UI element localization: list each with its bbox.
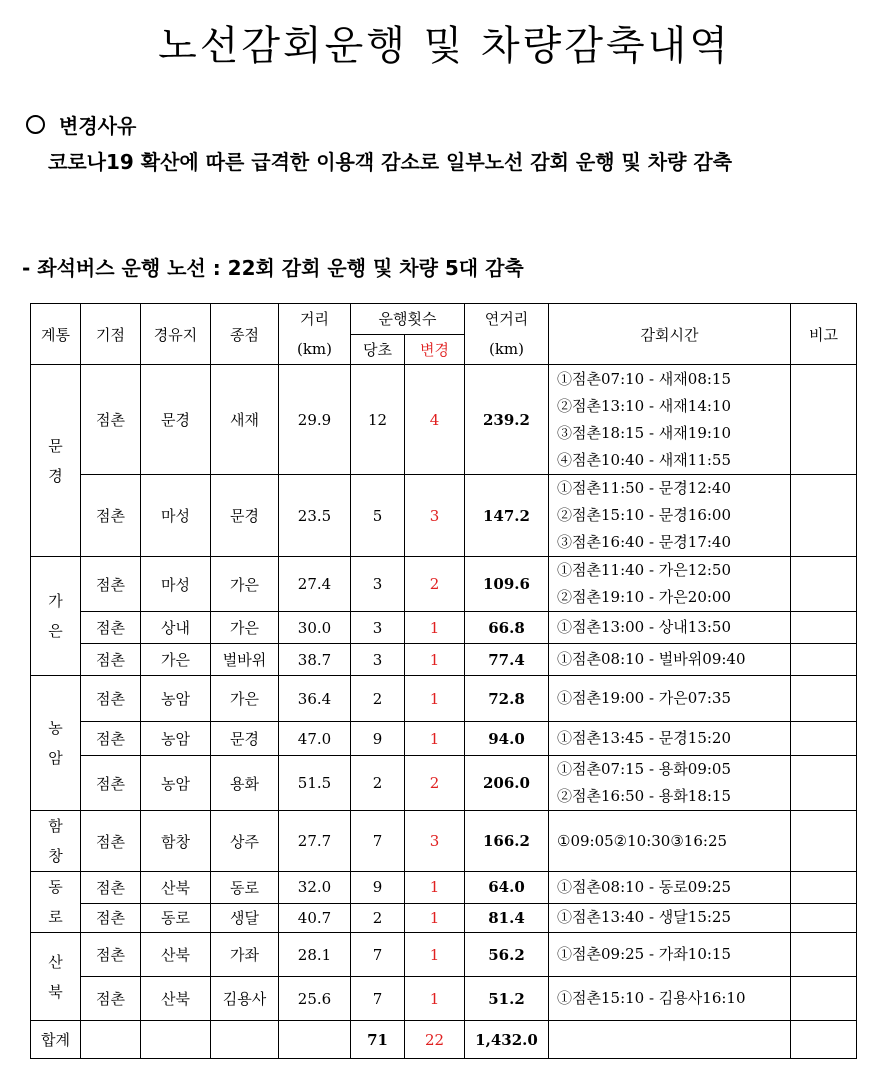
terminus-cell: 김용사 (211, 977, 279, 1021)
terminus-cell: 가은 (211, 557, 279, 612)
distance-cell: 47.0 (279, 722, 351, 756)
empty-cell (279, 1021, 351, 1059)
total-distance-cell: 51.2 (465, 977, 549, 1021)
header-trips-after: 변경 (405, 334, 465, 365)
reduced-time-entry: ①점촌13:45 - 문경15:20 (557, 729, 732, 747)
reduced-time-entry: ①점촌07:15 - 용화09:05 (557, 760, 732, 778)
reduced-times-cell (549, 365, 791, 475)
reduced-time-entry: ①점촌13:40 - 생달15:25 (557, 908, 732, 927)
distance-cell: 51.5 (279, 756, 351, 811)
reduced-times-cell (549, 811, 791, 872)
system-char: 북 (48, 982, 63, 1001)
table-row (31, 756, 857, 811)
distance-cell: 38.7 (279, 644, 351, 676)
origin-cell: 점촌 (81, 676, 141, 722)
trips-before-cell: 5 (351, 475, 405, 557)
trips-after-cell: 1 (405, 644, 465, 676)
origin-cell: 점촌 (81, 872, 141, 904)
total-distance-cell: 56.2 (465, 933, 549, 977)
system-char: 농 (48, 719, 63, 737)
trips-before-cell: 12 (351, 365, 405, 475)
trips-after-cell: 2 (405, 756, 465, 811)
total-distance-cell: 66.8 (465, 612, 549, 644)
trips-after-cell: 1 (405, 612, 465, 644)
trips-before-cell: 3 (351, 612, 405, 644)
via-cell: 농암 (141, 722, 211, 756)
section-heading: - 좌석버스 운행 노선 : 22회 감회 운행 및 차량 5대 감축 (22, 256, 524, 280)
table-row (31, 903, 857, 932)
table-row (31, 722, 857, 756)
reduced-times-cell (549, 612, 791, 644)
terminus-cell: 벌바위 (211, 644, 279, 676)
trips-before-cell: 9 (351, 872, 405, 904)
trips-before-cell: 7 (351, 977, 405, 1021)
reduced-time-entry: ②점촌16:50 - 용화18:15 (557, 787, 732, 805)
empty-cell (81, 1021, 141, 1059)
reduced-time-entry: ④점촌10:40 - 새재11:55 (557, 450, 732, 469)
note-cell (791, 475, 857, 557)
note-cell (791, 933, 857, 977)
system-cell (31, 872, 81, 933)
trips-after-cell: 1 (405, 722, 465, 756)
total-distance-cell: 94.0 (465, 722, 549, 756)
system-char: 경 (48, 466, 63, 485)
via-cell: 산북 (141, 977, 211, 1021)
empty-cell (141, 1021, 211, 1059)
distance-cell: 32.0 (279, 872, 351, 904)
reason-text: 코로나19 확산에 따른 급격한 이용객 감소로 일부노선 감회 운행 및 차량 감축 (48, 150, 733, 174)
reduced-time-entry: ①점촌19:00 - 가은07:35 (557, 689, 732, 707)
origin-cell: 점촌 (81, 977, 141, 1021)
trips-before-cell: 2 (351, 756, 405, 811)
trips-before-cell: 3 (351, 557, 405, 612)
system-char: 은 (48, 622, 63, 640)
reduced-times-cell (549, 903, 791, 932)
trips-after-cell: 1 (405, 933, 465, 977)
header-distance (279, 304, 351, 365)
via-cell: 동로 (141, 903, 211, 932)
distance-cell: 27.7 (279, 811, 351, 872)
reduced-times-cell (549, 977, 791, 1021)
route-table-body (31, 365, 857, 1059)
header-trips-before: 당초 (351, 334, 405, 365)
reduced-time-entry: ①점촌15:10 - 김용사16:10 (557, 989, 746, 1007)
header-terminus: 종점 (211, 304, 279, 365)
note-cell (791, 903, 857, 932)
via-cell: 함창 (141, 811, 211, 872)
total-distance-cell: 239.2 (465, 365, 549, 475)
system-cell (31, 557, 81, 676)
trips-after-cell: 4 (405, 365, 465, 475)
reduced-times-cell (549, 557, 791, 612)
reduced-time-entry: ①점촌11:50 - 문경12:40 (557, 479, 732, 497)
via-cell: 산북 (141, 933, 211, 977)
terminus-cell: 상주 (211, 811, 279, 872)
system-char: 가 (48, 592, 63, 610)
empty-cell (211, 1021, 279, 1059)
trips-before-cell: 9 (351, 722, 405, 756)
terminus-cell: 새재 (211, 365, 279, 475)
header-system: 계통 (31, 304, 81, 365)
reduced-times-cell (549, 722, 791, 756)
empty-cell (791, 1021, 857, 1059)
total-distance-cell: 206.0 (465, 756, 549, 811)
system-cell (31, 933, 81, 1021)
trips-after-cell: 1 (405, 977, 465, 1021)
distance-cell: 36.4 (279, 676, 351, 722)
system-char: 로 (48, 908, 63, 926)
terminus-cell: 가은 (211, 676, 279, 722)
origin-cell: 점촌 (81, 644, 141, 676)
total-distance-cell: 81.4 (465, 903, 549, 932)
table-row (31, 811, 857, 872)
note-cell (791, 676, 857, 722)
origin-cell: 점촌 (81, 933, 141, 977)
distance-cell: 23.5 (279, 475, 351, 557)
note-cell (791, 722, 857, 756)
reduced-time-entry: ②점촌15:10 - 문경16:00 (557, 506, 732, 524)
header-distance-unit: (km) (296, 340, 333, 358)
origin-cell: 점촌 (81, 756, 141, 811)
distance-cell: 40.7 (279, 903, 351, 932)
reduced-time-entry: ①점촌13:00 - 상내13:50 (557, 618, 732, 636)
reduced-time-entry: ①점촌09:25 - 가좌10:15 (557, 945, 732, 963)
header-via: 경유지 (141, 304, 211, 365)
reduced-time-entry: ①점촌08:10 - 벌바위09:40 (557, 650, 746, 668)
reduced-times-cell (549, 756, 791, 811)
header-trips: 운행횟수 (351, 304, 465, 335)
header-total-distance (465, 304, 549, 365)
terminus-cell: 가은 (211, 612, 279, 644)
total-row (31, 1021, 857, 1059)
system-char: 함 (48, 817, 63, 835)
table-row (31, 644, 857, 676)
note-cell (791, 811, 857, 872)
system-char: 암 (48, 749, 63, 767)
header-total-distance-label: 연거리 (484, 310, 529, 328)
terminus-cell: 문경 (211, 475, 279, 557)
table-row (31, 475, 857, 557)
system-char: 동 (48, 878, 63, 896)
system-char: 창 (48, 847, 63, 865)
trips-after-cell: 2 (405, 557, 465, 612)
reduced-times-cell (549, 872, 791, 904)
page-title: 노선감회운행 및 차량감축내역 (158, 23, 731, 69)
total-distance-sum-cell: 1,432.0 (465, 1021, 549, 1059)
origin-cell: 점촌 (81, 612, 141, 644)
system-cell (31, 811, 81, 872)
circle-bullet-icon (26, 115, 45, 134)
system-cell (31, 365, 81, 557)
total-after-cell: 22 (405, 1021, 465, 1059)
reduced-times-cell (549, 676, 791, 722)
trips-before-cell: 2 (351, 903, 405, 932)
trips-after-cell: 1 (405, 872, 465, 904)
empty-cell (549, 1021, 791, 1059)
origin-cell: 점촌 (81, 475, 141, 557)
terminus-cell: 동로 (211, 872, 279, 904)
via-cell: 산북 (141, 872, 211, 904)
terminus-cell: 문경 (211, 722, 279, 756)
reduced-time-entry: ①점촌07:10 - 새재08:15 (557, 369, 732, 388)
total-distance-cell: 109.6 (465, 557, 549, 612)
reduced-times-cell (549, 475, 791, 557)
header-total-distance-unit: (km) (488, 340, 525, 358)
header-note: 비고 (791, 304, 857, 365)
distance-cell: 27.4 (279, 557, 351, 612)
table-row (31, 557, 857, 612)
note-cell (791, 557, 857, 612)
reduced-time-entry: ①09:05②10:30③16:25 (557, 831, 728, 850)
terminus-cell: 용화 (211, 756, 279, 811)
total-distance-cell: 166.2 (465, 811, 549, 872)
header-reduced-times: 감회시간 (549, 304, 791, 365)
reduced-time-entry: ②점촌19:10 - 가은20:00 (557, 588, 732, 606)
note-cell (791, 365, 857, 475)
system-char: 산 (48, 952, 63, 971)
trips-before-cell: 7 (351, 933, 405, 977)
terminus-cell: 생달 (211, 903, 279, 932)
terminus-cell: 가좌 (211, 933, 279, 977)
reduced-times-cell (549, 933, 791, 977)
reduced-times-cell (549, 644, 791, 676)
via-cell: 가은 (141, 644, 211, 676)
total-distance-cell: 147.2 (465, 475, 549, 557)
total-label-cell: 합계 (31, 1021, 81, 1059)
table-row (31, 933, 857, 977)
via-cell: 농암 (141, 676, 211, 722)
trips-after-cell: 3 (405, 475, 465, 557)
via-cell: 마성 (141, 557, 211, 612)
header-distance-label: 거리 (300, 310, 329, 328)
distance-cell: 29.9 (279, 365, 351, 475)
reason-heading (26, 110, 136, 139)
total-distance-cell: 64.0 (465, 872, 549, 904)
via-cell: 문경 (141, 365, 211, 475)
trips-after-cell: 3 (405, 811, 465, 872)
origin-cell: 점촌 (81, 557, 141, 612)
note-cell (791, 977, 857, 1021)
table-row (31, 612, 857, 644)
trips-after-cell: 1 (405, 676, 465, 722)
reduced-time-entry: ①점촌08:10 - 동로09:25 (557, 877, 732, 896)
reduced-time-entry: ①점촌11:40 - 가은12:50 (557, 561, 732, 579)
origin-cell: 점촌 (81, 722, 141, 756)
via-cell: 마성 (141, 475, 211, 557)
distance-cell: 25.6 (279, 977, 351, 1021)
origin-cell: 점촌 (81, 811, 141, 872)
table-row (31, 365, 857, 475)
route-table (30, 303, 857, 1059)
table-row (31, 676, 857, 722)
origin-cell: 점촌 (81, 365, 141, 475)
note-cell (791, 756, 857, 811)
header-origin: 기점 (81, 304, 141, 365)
reduced-time-entry: ③점촌16:40 - 문경17:40 (557, 533, 732, 551)
table-row (31, 872, 857, 904)
distance-cell: 28.1 (279, 933, 351, 977)
reduced-time-entry: ②점촌13:10 - 새재14:10 (557, 396, 732, 415)
trips-after-cell: 1 (405, 903, 465, 932)
via-cell: 농암 (141, 756, 211, 811)
note-cell (791, 644, 857, 676)
note-cell (791, 872, 857, 904)
note-cell (791, 612, 857, 644)
distance-cell: 30.0 (279, 612, 351, 644)
trips-before-cell: 7 (351, 811, 405, 872)
trips-before-cell: 2 (351, 676, 405, 722)
table-row (31, 977, 857, 1021)
total-distance-cell: 77.4 (465, 644, 549, 676)
origin-cell: 점촌 (81, 903, 141, 932)
trips-before-cell: 3 (351, 644, 405, 676)
system-cell (31, 676, 81, 811)
reason-heading-text: 변경사유 (59, 114, 137, 138)
via-cell: 상내 (141, 612, 211, 644)
total-before-cell: 71 (351, 1021, 405, 1059)
reduced-time-entry: ③점촌18:15 - 새재19:10 (557, 423, 732, 442)
total-distance-cell: 72.8 (465, 676, 549, 722)
system-char: 문 (48, 436, 63, 455)
